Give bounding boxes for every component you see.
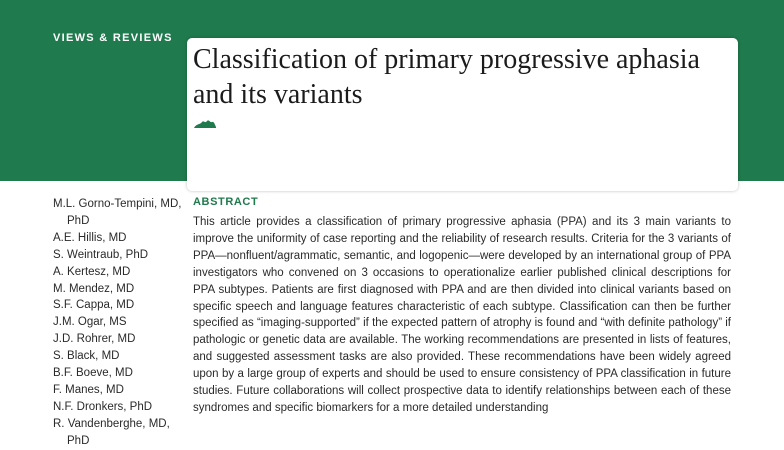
author-list bbox=[53, 196, 183, 450]
journal-logo-icon bbox=[193, 118, 217, 130]
author-item: S. Weintraub, PhD bbox=[53, 248, 149, 261]
author-item: N.F. Dronkers, PhD bbox=[53, 400, 153, 413]
section-label: VIEWS & REVIEWS bbox=[53, 32, 173, 44]
abstract-heading: ABSTRACT bbox=[193, 196, 259, 208]
abstract-body: This article provides a classification of primary progressive aphasia (PPA) and its 3 main variants to improve the uniformity of case reporting and the reliability of research results. Criteria for the 3 variants of PPA—nonfluent/agrammatic, semantic, and logopenic—were developed by an international group of PPA investigators who convened on 3 occasions to operationalize earlier published clinical descriptions for PPA subtypes. Patients are first diagnosed with PPA and are then divided into clinical variants based on specific speech and language features characteristic of each subtype. Classification can then be further specified as “imaging-supported” if the expected pattern of atrophy is found and “with definite pathology” if pathologic or genetic data are available. The working recommendations are presented in lists of features, and suggested assessment tasks are also provided. These recommendations have been widely agreed upon by a large group of experts and should be used to ensure consistency of PPA classification in future studies. Future collaborations will collect prospective data to identify relationships between each of these syndromes and specific biomarkers for a more detailed understanding bbox=[193, 216, 731, 414]
author-item: B.F. Boeve, MD bbox=[53, 367, 133, 380]
author-item: F. Manes, MD bbox=[53, 383, 124, 396]
author-item: S. Black, MD bbox=[53, 350, 120, 363]
title-card bbox=[187, 38, 738, 191]
author-item: J.M. Ogar, MS bbox=[53, 316, 127, 329]
article-title: Classification of primary progressive aphasia and its variants bbox=[193, 44, 700, 110]
author-item: J.D. Rohrer, MD bbox=[53, 333, 136, 346]
author-item: R. Vandenberghe, MD, PhD bbox=[53, 417, 170, 447]
author-item: M. Mendez, MD bbox=[53, 282, 135, 295]
author-item: M.L. Gorno-Tempini, MD, PhD bbox=[53, 198, 182, 227]
author-item: A.E. Hillis, MD bbox=[53, 231, 127, 244]
author-item: S.F. Cappa, MD bbox=[53, 299, 135, 312]
author-item: A. Kertesz, MD bbox=[53, 265, 131, 278]
